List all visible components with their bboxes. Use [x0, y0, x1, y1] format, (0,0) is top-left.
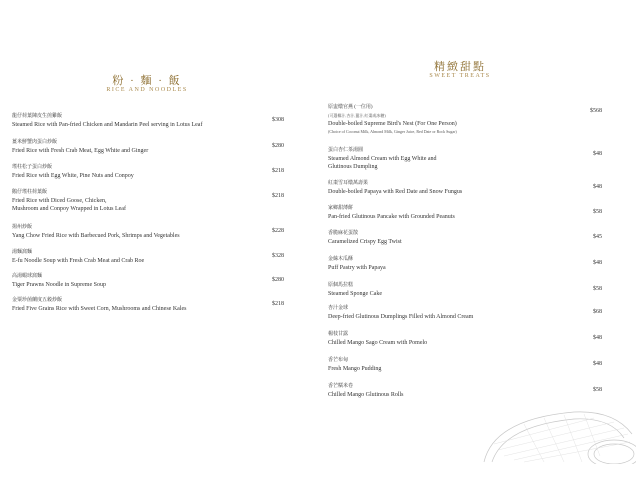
item-name-en: Chilled Mango Sago Cream with Pomelo	[328, 340, 428, 346]
menu-item	[12, 139, 148, 155]
menu-item	[12, 164, 134, 180]
item-name-cn: 香芒布甸	[328, 358, 349, 363]
item-name-cn: 金粟珍菌蘭度五穀炒飯	[12, 298, 63, 303]
item-name-cn: 家鄉甜薄餅	[328, 206, 354, 211]
item-name-en: Fried Rice with Diced Goose, Chicken,	[12, 198, 107, 204]
item-name-cn: 香芒糯米卷	[328, 384, 354, 389]
item-options-cn: (可選椰汁,杏汁,薑汁,紅棗或冰糖)	[328, 113, 386, 118]
menu-item	[328, 230, 402, 246]
item-name-en: Fresh Mango Pudding	[328, 366, 382, 372]
section-title-en: RICE AND NOODLES	[106, 87, 188, 93]
item-name-cn: 杏汁金球	[328, 306, 349, 311]
item-price: $48	[593, 260, 602, 266]
item-name-cn: 香脆麻花蛋散	[328, 231, 359, 236]
item-name-en: Fried Five Grains Rice with Sweet Corn, Mushrooms and Chinese Kales	[12, 306, 187, 312]
item-name-cn: 龍仔荷葉陳皮生煎雞飯	[12, 114, 63, 119]
item-name-cn: 瑤柱松子蛋白炒飯	[12, 165, 53, 170]
item-name-en: Fried Rice with Egg White, Pine Nuts and Conpoy	[12, 173, 134, 179]
menu-item	[12, 224, 180, 240]
item-name-en: Chilled Mango Glutinous Rolls	[328, 392, 404, 398]
item-name-cn: 高湯蝦球窩麵	[12, 274, 43, 279]
item-name-en: Glutinous Dumpling	[328, 164, 378, 170]
item-name-cn: 蛋白杏仁茶湯圓	[328, 148, 364, 153]
item-name-en: Tiger Prawns Noodle in Supreme Soup	[12, 282, 106, 288]
menu-item	[328, 305, 473, 321]
menu-item	[328, 357, 381, 373]
item-price: $218	[272, 168, 284, 174]
item-price: $48	[593, 361, 602, 367]
item-name-en: Double-boiled Supreme Bird's Nest (For One Person)	[328, 121, 457, 127]
item-name-cn: 紅棗雪耳燉萬壽果	[328, 181, 369, 186]
item-name-en: Pan-fried Glutinous Pancake with Grounded Peanuts	[328, 214, 455, 220]
menu-item	[328, 180, 462, 196]
menu-item	[328, 104, 457, 136]
item-price: $58	[593, 387, 602, 393]
section-title-cn: 精緻甜點	[434, 61, 486, 73]
item-name-cn: 揚州炒飯	[12, 225, 33, 230]
menu-item	[12, 273, 106, 289]
item-name-en: Steamed Almond Cream with Egg White and	[328, 156, 437, 162]
item-price: $45	[593, 234, 602, 240]
item-price: $218	[272, 301, 284, 307]
menu-item	[328, 205, 455, 221]
item-name-cn: 金絲木瓜酥	[328, 257, 354, 262]
menu-item	[328, 256, 386, 272]
item-name-en: Fried Rice with Fresh Crab Meat, Egg White and Ginger	[12, 148, 149, 154]
section-title-en: SWEET TREATS	[429, 73, 491, 79]
menu-item	[328, 147, 437, 171]
item-price: $48	[593, 151, 602, 157]
item-name-en: Deep-fried Glutinous Dumplings Filled with Almond Cream	[328, 314, 474, 320]
item-name-en: Puff Pastry with Papaya	[328, 265, 386, 271]
menu-item	[328, 331, 427, 347]
item-name-en: Steamed Rice with Pan-fried Chicken and Mandarin Peel serving in Lotus Leaf	[12, 122, 203, 128]
item-price: $280	[272, 277, 284, 283]
item-price: $308	[272, 117, 284, 123]
item-price: $48	[593, 184, 602, 190]
item-price: $568	[590, 108, 602, 114]
item-name-en: Mushroom and Conpoy Wrapped in Lotus Leaf	[12, 206, 126, 212]
item-name-en: Caramelized Crispy Egg Twist	[328, 239, 402, 245]
item-name-en: Steamed Sponge Cake	[328, 291, 382, 297]
item-options-en: (Choice of Coconut Milk, Almond Milk, Ginger Juice, Red Date or Rock Sugar)	[328, 129, 457, 134]
item-price: $58	[593, 209, 602, 215]
item-name-cn: 薑米鮮蟹肉蛋白炒飯	[12, 140, 58, 145]
menu-item	[12, 189, 126, 213]
item-price: $68	[593, 309, 602, 315]
item-name-cn: 原個馬拉糕	[328, 283, 354, 288]
item-name-cn: 鵝仔瑤柱荷葉飯	[12, 190, 48, 195]
item-name-cn: 楊枝甘露	[328, 332, 349, 337]
menu-item	[12, 297, 186, 313]
menu-item	[328, 282, 382, 298]
item-price: $58	[593, 286, 602, 292]
item-price: $228	[272, 228, 284, 234]
menu-item	[12, 249, 144, 265]
item-name-en: Yang Chow Fried Rice with Barbecued Pork, Shrimps and Vegetables	[12, 233, 180, 239]
steamer-illustration	[464, 404, 636, 464]
menu-item	[12, 113, 202, 129]
item-name-en: Double-boiled Papaya with Red Date and Snow Fungus	[328, 189, 463, 195]
item-name-cn: 湯麵窩麵	[12, 250, 33, 255]
item-name-cn: 原盅燉官燕 (一位用)	[328, 105, 373, 110]
item-name-en: E-fu Noodle Soup with Fresh Crab Meat and Crab Roe	[12, 258, 145, 264]
item-price: $218	[272, 193, 284, 199]
menu-item	[328, 383, 404, 399]
item-price: $48	[593, 335, 602, 341]
section-title-cn: 粉 · 麵 · 飯	[112, 75, 182, 87]
item-price: $328	[272, 253, 284, 259]
item-price: $280	[272, 143, 284, 149]
